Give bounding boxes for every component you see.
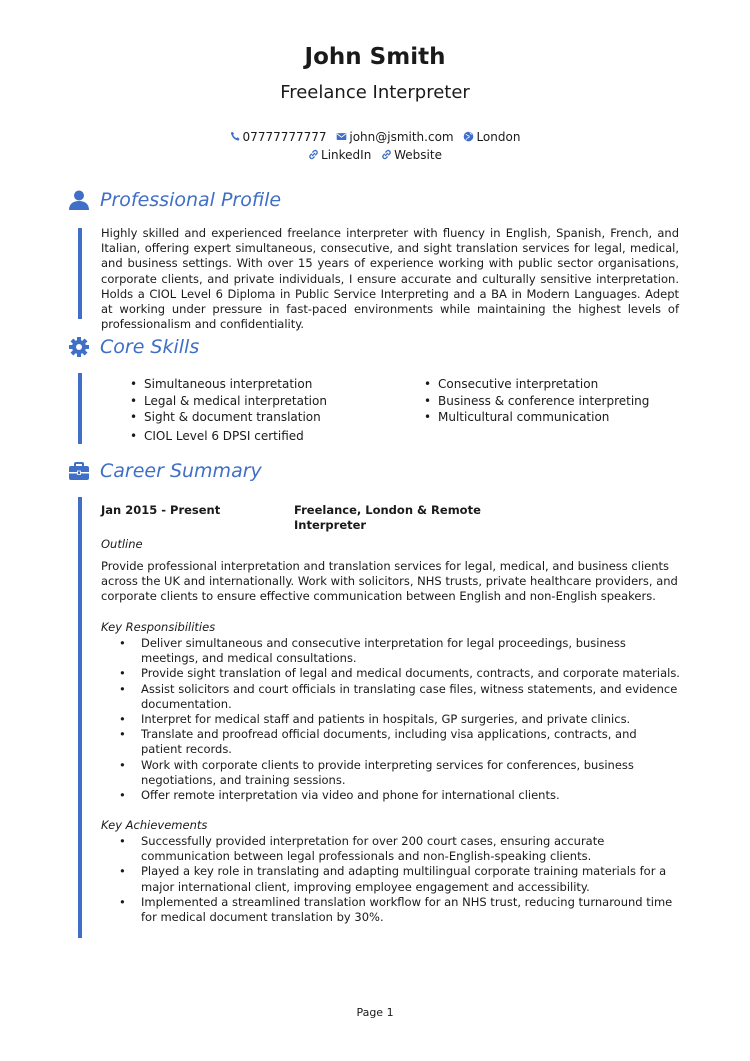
list-item: • Played a key role in translating and adapting multilingual corporate training materials for a major international client, improving employee engagement and accessibility. [141, 864, 681, 894]
website-text: Website [394, 148, 442, 162]
skill-item: • Business & conference interpreting [438, 394, 649, 408]
page-number: Page 1 [356, 1006, 394, 1019]
list-item: • Work with corporate clients to provide interpreting services for conferences, business negotiations, and training sessions. [141, 758, 681, 788]
job-role: Freelance, London & Remote Interpreter [294, 503, 481, 532]
profile-text: Highly skilled and experienced freelance interpreter with fluency in English, Spanish, French, and Italian, offering expert simultaneous, consecutive, and sight translation services for legal, medical, and business settings. With over 15 years of experience working with public sector organisations, corporate clients, and private individuals, I ensure accurate and culturally sensitive interpretation. Holds a CIOL Level 6 Diploma in Public Service Interpreting and a BA in Modern Languages. Adept at working under pressure in fast-paced environments while maintaining the highest levels of professionalism and confidentiality. [101, 226, 679, 332]
website-link[interactable] [381, 148, 442, 162]
profile-section-heading [68, 189, 281, 211]
skill-item: • Consecutive interpretation [438, 377, 598, 391]
job-date: Jan 2015 - Present [101, 503, 221, 517]
gear-icon [68, 336, 90, 358]
job-title-heading: Freelance Interpreter [280, 82, 470, 103]
globe-icon [463, 131, 474, 142]
list-item: • Successfully provided interpretation for over 200 court cases, ensuring accurate communication between legal professionals and non-English-speaking clients. [141, 834, 681, 864]
phone-text: 07777777777 [242, 130, 327, 144]
career-accent-bar [78, 497, 82, 938]
list-item: • Implemented a streamlined translation workflow for an NHS trust, reducing turnaround time for medical document translation by 30%. [141, 895, 681, 925]
contact-line-1 [0, 130, 750, 144]
email-text: john@jsmith.com [349, 130, 454, 144]
list-item: • Interpret for medical staff and patients in hospitals, GP surgeries, and private clinics. [141, 712, 681, 727]
skill-item: • Sight & document translation [144, 410, 321, 424]
link-icon [381, 149, 392, 160]
location-contact [463, 130, 520, 144]
skill-item: • Legal & medical interpretation [144, 394, 327, 408]
list-item: • Translate and proofread official documents, including visa applications, contracts, and patient records. [141, 727, 681, 757]
responsibilities-label: Key Responsibilities [101, 620, 216, 634]
email-contact[interactable] [336, 130, 453, 144]
contact-line-2 [0, 148, 750, 162]
profile-section-title: Professional Profile [100, 189, 282, 211]
list-item: • Assist solicitors and court officials in translating case files, witness statements, and evidence documentation. [141, 682, 681, 712]
skill-item: • CIOL Level 6 DPSI certified [144, 429, 304, 443]
skills-section-heading [68, 336, 199, 358]
skills-accent-bar [78, 373, 82, 444]
briefcase-icon [68, 460, 90, 482]
skills-section-title: Core Skills [100, 336, 200, 358]
linkedin-text: LinkedIn [321, 148, 372, 162]
list-item: • Provide sight translation of legal and medical documents, contracts, and corporate materials. [141, 666, 681, 681]
envelope-icon [336, 131, 347, 142]
achievements-label: Key Achievements [101, 818, 208, 832]
skill-item: • Multicultural communication [438, 410, 609, 424]
location-text: London [476, 130, 521, 144]
user-icon [68, 189, 90, 211]
linkedin-link[interactable] [308, 148, 371, 162]
name-heading: John Smith [304, 44, 446, 70]
skill-item: • Simultaneous interpretation [144, 377, 312, 391]
list-item: • Offer remote interpretation via video and phone for international clients. [141, 788, 681, 803]
link-icon [308, 149, 319, 160]
career-section-heading [68, 460, 262, 482]
career-section-title: Career Summary [100, 460, 262, 482]
phone-icon [230, 131, 241, 142]
outline-label: Outline [101, 537, 143, 551]
achievements-list [141, 834, 681, 925]
list-item: • Deliver simultaneous and consecutive interpretation for legal proceedings, business meetings, and medical consultations. [141, 636, 681, 666]
profile-accent-bar [78, 228, 82, 319]
responsibilities-list [141, 636, 681, 803]
outline-text: Provide professional interpretation and translation services for legal, medical, and business clients across the UK and internationally. Work with solicitors, NHS trusts, private healthcare providers, and corporate clients to ensure effective communication between English and non-English speakers. [101, 559, 678, 604]
phone-contact [230, 130, 327, 144]
